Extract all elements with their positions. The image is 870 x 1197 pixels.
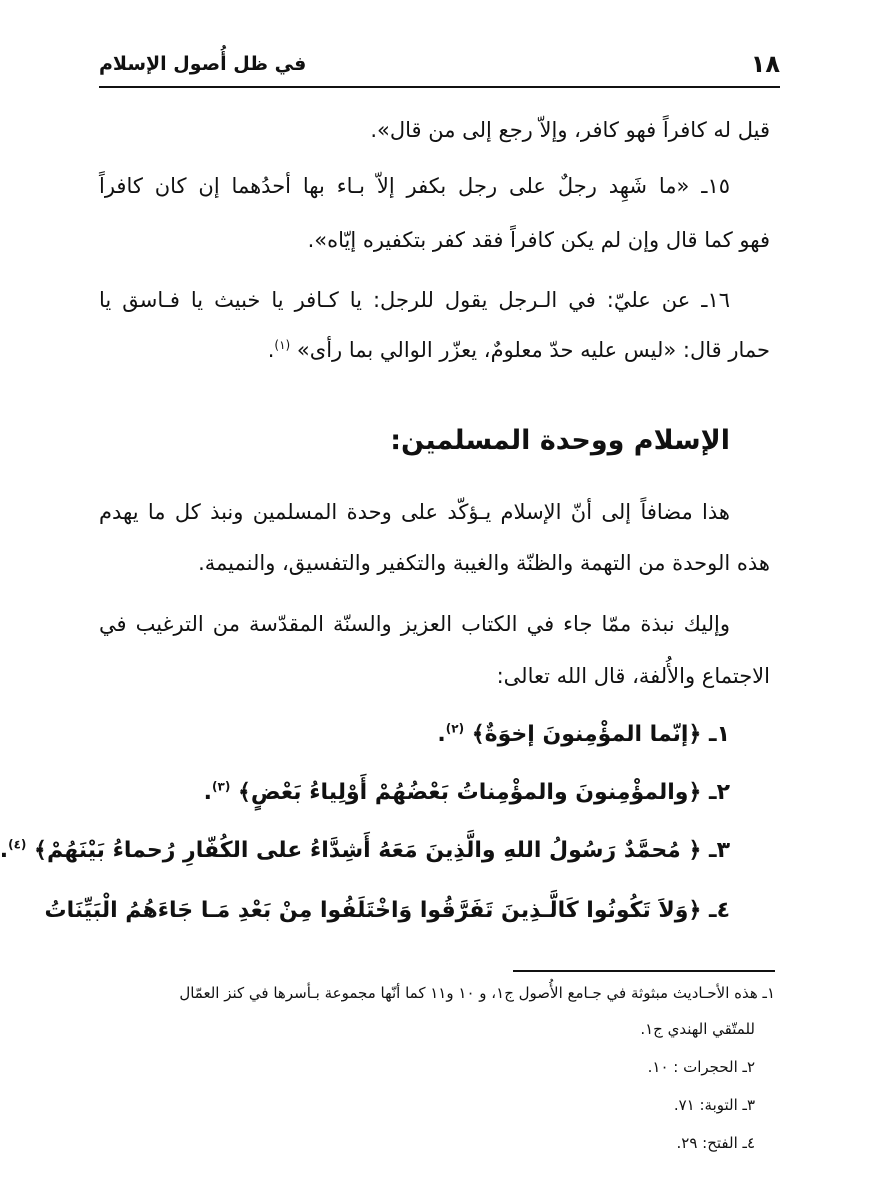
hadith-16-line-1: ١٦ـ عن عليّ: في الـرجل يقول للرجل: يا كـافر يا خبيث يا فـاسق يا	[99, 288, 730, 312]
page-header	[99, 42, 780, 88]
footnote-4: ٤ـ الفتح: ٢٩.	[676, 1134, 755, 1152]
verse-2-text: ﴿والمؤْمِنونَ والمؤْمِناتُ بَعْضُهُمْ أَوْلِياءُ بَعْضٍ﴾	[237, 780, 702, 805]
footnote-1-continued: للمتّقي الهندي ج١.	[640, 1020, 755, 1038]
running-title: في ظل أُصول الإسلام	[99, 53, 307, 75]
paragraph-1-line-1: هذا مضافاً إلى أنّ الإسلام يـؤكّد على وحدة المسلمين ونبذ كل ما يهدم	[99, 500, 730, 524]
footnote-2: ٢ـ الحجرات : ١٠.	[647, 1058, 755, 1076]
hadith-15-line-2: فهو كما قال وإن لم يكن كافراً فقد كفر بتكفيره إيّاه».	[307, 228, 770, 252]
footnote-3: ٣ـ التوبة: ٧١.	[673, 1096, 755, 1114]
verse-4	[44, 898, 730, 923]
footnote-separator	[513, 970, 775, 972]
paragraph-1-line-2: هذه الوحدة من التهمة والظنّة والغيبة والتكفير والتفسيق، والنميمة.	[198, 551, 770, 575]
verse-3-text: ﴿ مُحمَّدٌ رَسُولُ اللهِ والَّذِينَ مَعَهُ أَشِدَّاءُ على الكُفّارِ رُحماءُ بَيْنَهُمْ﴾	[34, 838, 702, 863]
verse-1-number: ١ـ	[709, 722, 730, 747]
verse-3-number: ٣ـ	[709, 838, 730, 863]
paragraph-2-line-2: الاجتماع والأُلفة، قال الله تعالى:	[496, 664, 770, 688]
paragraph-2-line-1: وإليك نبذة ممّا جاء في الكتاب العزيز والسنّة المقدّسة من الترغيب في	[99, 612, 730, 636]
hadith-16-text: حمار قال: «ليس عليه حدّ معلومٌ، يعزّر الوالي بما رأى»	[296, 338, 770, 362]
verse-1: ١ـ ﴿إنّما المؤْمِنونَ إخوَةٌ﴾ $^{(٢)}$.	[437, 721, 730, 747]
verse-4-number: ٤ـ	[709, 898, 730, 923]
footnote-1: ١ـ هذه الأحـاديث مبثوثة في جـامع الأُصول ج١، و ١٠ و١١ كما أنّها مجموعة بـأسرها في كنز العمّال	[179, 984, 775, 1002]
hadith-16-line-2: حمار قال: «ليس عليه حدّ معلومٌ، يعزّر الوالي بما رأى» $^{(١)}$.	[267, 338, 770, 362]
verse-3: ٣ـ ﴿ مُحمَّدٌ رَسُولُ اللهِ والَّذِينَ مَعَهُ أَشِدَّاءُ على الكُفّارِ رُحماءُ بَيْنَهُمْ﴾ $^{(٤)}$.	[0, 837, 730, 863]
hadith-15-line-1: ١٥ـ «ما شَهِد رجلٌ على رجل بكفر إلاّ بـاء بها أحدُهما إن كان كافراً	[99, 174, 730, 198]
text-line-1: قيل له كافراً فهو كافر، وإلاّ رجع إلى من قال».	[370, 118, 770, 142]
verse-4-text: ﴿وَلاَ تَكُونُوا كَالَّـذِينَ تَفَرَّقُوا وَاخْتَلَفُوا مِنْ بَعْدِ مَـا جَاءَهُمُ الْبَيِّنَاتُ	[44, 898, 702, 923]
section-heading: الإسلام ووحدة المسلمين:	[390, 425, 730, 456]
verse-2: ٢ـ ﴿والمؤْمِنونَ والمؤْمِناتُ بَعْضُهُمْ أَوْلِياءُ بَعْضٍ﴾ $^{(٣)}$.	[203, 779, 730, 805]
footnote-ref-4: (٤)	[8, 837, 27, 852]
footnote-ref-3: (٣)	[212, 779, 231, 794]
verse-1-text: ﴿إنّما المؤْمِنونَ إخوَةٌ﴾	[471, 722, 702, 747]
footnote-ref-2: (٢)	[445, 721, 465, 736]
footnote-ref-1: (١)	[274, 338, 291, 352]
page-number: ١٨	[750, 50, 780, 78]
verse-2-number: ٢ـ	[709, 780, 730, 805]
